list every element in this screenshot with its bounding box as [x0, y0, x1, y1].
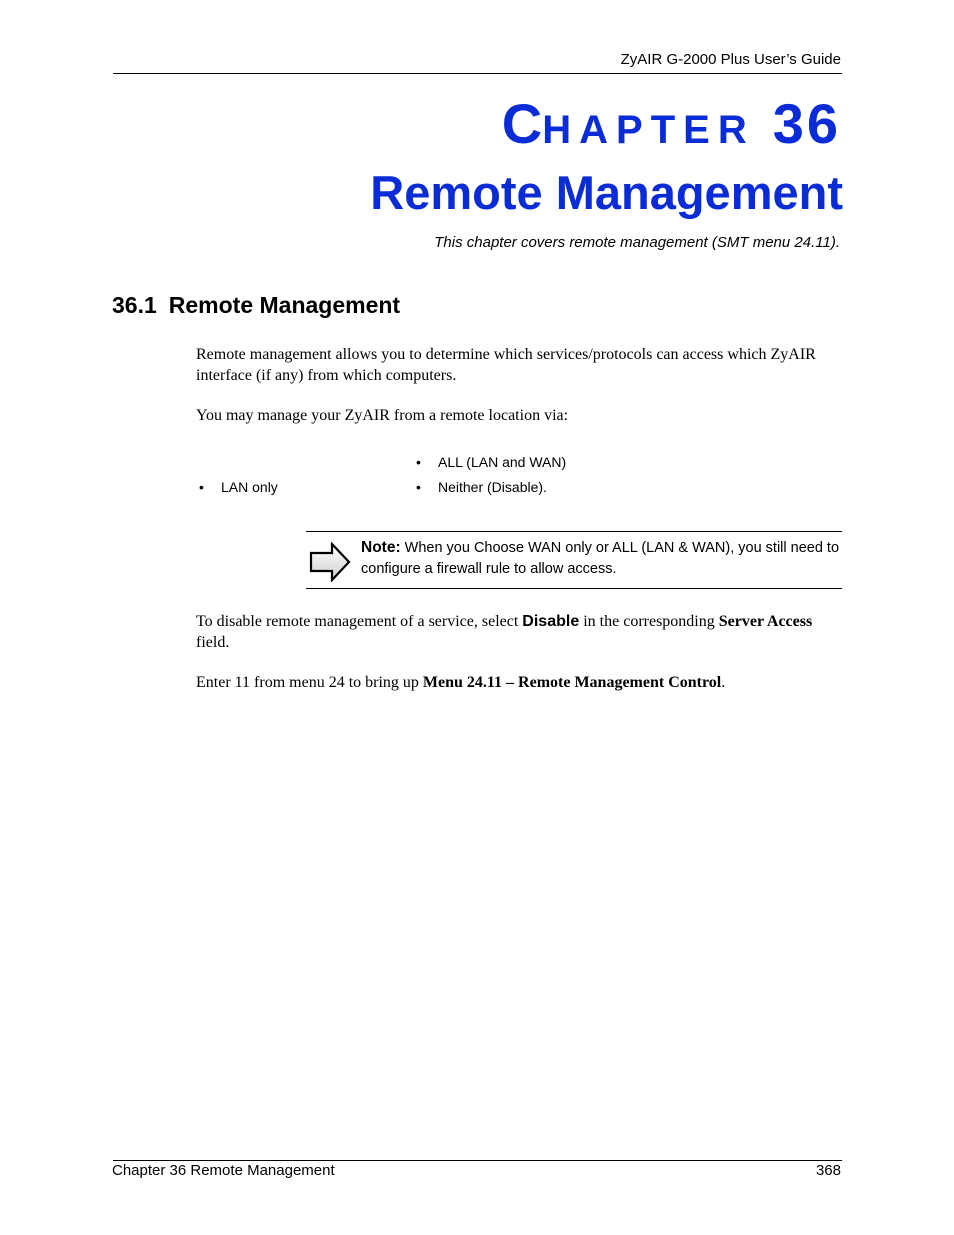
- note-message: When you Choose WAN only or ALL (LAN & WAN), you still need to configure a firewall rule to allow access.: [361, 540, 840, 577]
- para4-prefix: Enter 11 from menu 24 to bring up: [196, 674, 423, 691]
- bullet-dot: •: [416, 479, 421, 495]
- section-heading: [112, 292, 400, 319]
- bullet-text: LAN only: [221, 479, 278, 495]
- chapter-label-rest: HAPTER: [542, 108, 755, 152]
- paragraph-disable-instructions: [196, 612, 836, 653]
- chapter-number: 36: [772, 92, 841, 155]
- note-box: [306, 531, 842, 589]
- footer-divider: [113, 1160, 842, 1161]
- footer-page-number: 368: [815, 1162, 841, 1179]
- paragraph-remote-location: You may manage your ZyAIR from a remote location via:: [196, 407, 569, 424]
- note-label: Note:: [361, 539, 401, 556]
- paragraph-intro: Remote management allows you to determine which services/protocols can access which ZyAIR interface (if any) from which computers.: [196, 346, 816, 384]
- paragraph-menu-instructions: [196, 673, 836, 694]
- bullet-dot: •: [416, 454, 421, 470]
- arrow-right-outline-icon: [308, 542, 352, 582]
- chapter-summary: This chapter covers remote management (SMT menu 24.11).: [434, 234, 840, 251]
- bullet-item: [416, 454, 566, 470]
- header-divider: [113, 73, 842, 74]
- menu-name-term: Menu 24.11 – Remote Management Control: [422, 674, 722, 691]
- para3-prefix: To disable remote management of a service, select: [196, 613, 523, 630]
- section-title: Remote Management: [168, 292, 401, 318]
- para4-suffix: .: [721, 674, 726, 691]
- bullet-text: Neither (Disable).: [438, 479, 547, 495]
- bullet-text: ALL (LAN and WAN): [438, 454, 567, 470]
- chapter-label-initial: C: [501, 92, 543, 155]
- section-number: 36.1: [112, 292, 157, 318]
- bullet-item: [416, 479, 547, 495]
- footer-chapter-title: Chapter 36 Remote Management: [112, 1162, 335, 1179]
- server-access-field-term: Server Access: [718, 613, 813, 630]
- chapter-title: Remote Management: [370, 166, 843, 219]
- bullet-item: [199, 479, 278, 495]
- bullet-dot: •: [199, 479, 204, 495]
- running-header-title: ZyAIR G-2000 Plus User’s Guide: [620, 51, 841, 68]
- note-text: [361, 537, 839, 580]
- para3-middle: in the corresponding: [579, 613, 719, 630]
- chapter-label: [501, 92, 841, 155]
- para3-suffix: field.: [196, 633, 230, 651]
- disable-option-term: Disable: [522, 613, 580, 630]
